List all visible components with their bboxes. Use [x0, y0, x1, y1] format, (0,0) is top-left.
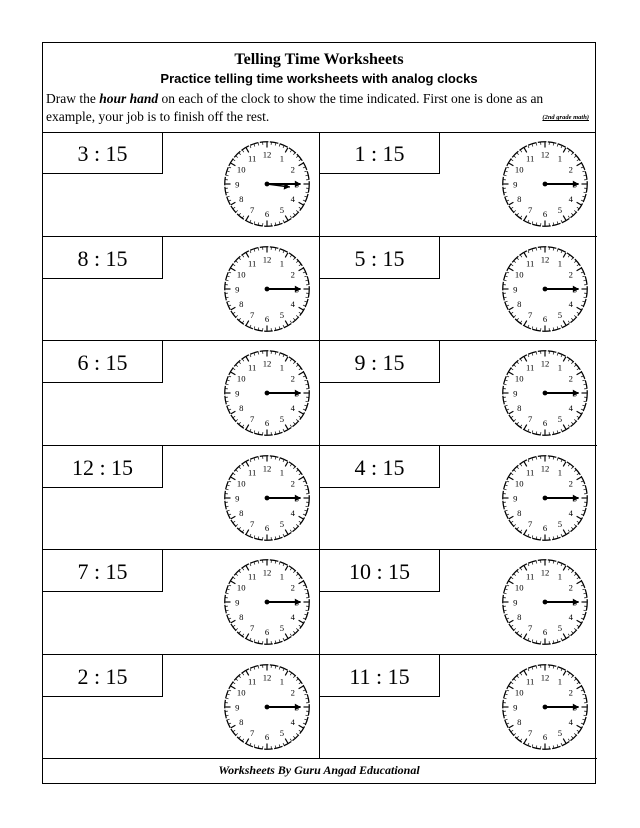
problem-cell — [320, 550, 597, 655]
clock-number: 11 — [525, 467, 535, 478]
time-label: 3 : 15 — [43, 132, 163, 174]
clock-number: 11 — [525, 571, 535, 582]
analog-clock[interactable] — [497, 450, 593, 546]
clock-number: 7 — [249, 414, 255, 425]
clock-number: 6 — [542, 522, 548, 533]
clock-number: 8 — [517, 507, 522, 518]
clock-number: 4 — [568, 716, 573, 727]
clock-number: 6 — [542, 731, 548, 742]
time-label: 4 : 15 — [320, 446, 440, 488]
clock-number: 7 — [527, 309, 533, 320]
clock-number: 5 — [279, 205, 285, 216]
clock-number: 2 — [568, 582, 573, 593]
analog-clock[interactable] — [219, 554, 315, 650]
clock-number: 2 — [568, 268, 573, 279]
clock-number: 4 — [290, 403, 295, 414]
instructions-emphasis: hour hand — [99, 91, 159, 106]
clock-number: 8 — [517, 716, 522, 727]
clock-number: 6 — [264, 209, 270, 220]
grade-tag: (2nd grade math) — [542, 114, 589, 121]
clock-number: 8 — [239, 194, 244, 205]
clock-number: 4 — [290, 298, 295, 309]
clock-number: 8 — [239, 507, 244, 518]
clock-number: 7 — [249, 518, 255, 529]
clock-number: 8 — [517, 298, 522, 309]
clock-number: 12 — [540, 149, 550, 160]
clock-number: 9 — [513, 388, 518, 399]
clock-number: 10 — [236, 686, 246, 697]
problem-cell — [43, 655, 320, 760]
instructions — [46, 90, 591, 126]
clock-number: 6 — [264, 313, 270, 324]
time-label: 10 : 15 — [320, 550, 440, 592]
analog-clock[interactable] — [497, 554, 593, 650]
clock-number: 4 — [290, 612, 295, 623]
clock-number: 9 — [513, 701, 518, 712]
clock-number: 10 — [514, 686, 524, 697]
clock-number: 11 — [525, 153, 535, 164]
clock-number: 4 — [290, 507, 295, 518]
problem-cell — [43, 237, 320, 342]
clock-number: 7 — [249, 727, 255, 738]
analog-clock[interactable] — [219, 450, 315, 546]
time-label: 2 : 15 — [43, 655, 163, 697]
clock-number: 12 — [262, 358, 272, 369]
clock-number: 5 — [557, 309, 563, 320]
problem-cell — [43, 132, 320, 237]
clock-number: 7 — [527, 727, 533, 738]
clock-number: 11 — [525, 258, 535, 269]
clock-number: 11 — [525, 676, 535, 687]
clock-number: 10 — [514, 373, 524, 384]
clock-number: 2 — [290, 164, 295, 175]
clock-number: 11 — [247, 571, 257, 582]
clock-number: 11 — [247, 467, 257, 478]
problem-cell — [43, 550, 320, 655]
clock-number: 9 — [513, 492, 518, 503]
clock-number: 6 — [264, 522, 270, 533]
clock-center — [543, 704, 548, 709]
clock-number: 4 — [568, 194, 573, 205]
clock-number: 4 — [290, 194, 295, 205]
time-label: 9 : 15 — [320, 341, 440, 383]
clock-center — [543, 286, 548, 291]
time-label: 1 : 15 — [320, 132, 440, 174]
clock-number: 12 — [540, 358, 550, 369]
clock-number: 10 — [236, 268, 246, 279]
clock-number: 12 — [262, 672, 272, 683]
clock-number: 6 — [542, 418, 548, 429]
clock-number: 12 — [540, 254, 550, 265]
clock-number: 12 — [262, 567, 272, 578]
clock-number: 4 — [568, 298, 573, 309]
clock-number: 8 — [517, 612, 522, 623]
clock-number: 5 — [557, 727, 563, 738]
worksheet-subtitle: Practice telling time worksheets with analog clocks — [160, 71, 478, 86]
clock-number: 10 — [514, 582, 524, 593]
problem-cell — [43, 341, 320, 446]
clock-number: 1 — [279, 467, 285, 478]
clock-number: 8 — [239, 716, 244, 727]
problem-cell — [320, 341, 597, 446]
clock-number: 2 — [290, 686, 295, 697]
problem-cell — [320, 132, 597, 237]
clock-number: 12 — [540, 672, 550, 683]
clock-number: 5 — [557, 518, 563, 529]
worksheet-header — [43, 43, 595, 133]
clock-number: 2 — [568, 686, 573, 697]
clock-number: 10 — [236, 373, 246, 384]
clock-number: 5 — [557, 205, 563, 216]
problem-cell — [320, 446, 597, 551]
clock-number: 9 — [513, 179, 518, 190]
clock-number: 8 — [239, 403, 244, 414]
clock-number: 4 — [568, 507, 573, 518]
clock-number: 9 — [235, 701, 240, 712]
clock-number: 9 — [513, 283, 518, 294]
clock-number: 10 — [236, 164, 246, 175]
analog-clock[interactable] — [497, 659, 593, 755]
clock-center — [543, 391, 548, 396]
clock-number: 11 — [525, 362, 535, 373]
clock-number: 6 — [264, 731, 270, 742]
clock-number: 7 — [527, 414, 533, 425]
clock-number: 5 — [279, 518, 285, 529]
time-label: 6 : 15 — [43, 341, 163, 383]
clock-number: 1 — [557, 362, 563, 373]
clock-number: 9 — [235, 597, 240, 608]
instructions-text-2: on each of the clock to show the time indicated. First one is done as an example, your job is to finish off the rest. — [46, 91, 544, 124]
clock-number: 6 — [542, 209, 548, 220]
clock-number: 7 — [249, 205, 255, 216]
clock-number: 5 — [557, 414, 563, 425]
worksheet-title: Telling Time Worksheets — [234, 51, 404, 68]
clock-number: 2 — [568, 373, 573, 384]
analog-clock[interactable] — [219, 136, 315, 232]
analog-clock[interactable] — [497, 345, 593, 441]
clock-number: 1 — [279, 571, 285, 582]
problem-cell — [43, 446, 320, 551]
clock-number: 9 — [235, 388, 240, 399]
clock-number: 8 — [239, 298, 244, 309]
clock-number: 9 — [513, 597, 518, 608]
clock-center — [543, 600, 548, 605]
clock-number: 5 — [279, 309, 285, 320]
clock-number: 2 — [290, 477, 295, 488]
clock-number: 12 — [262, 149, 272, 160]
clock-number: 6 — [264, 627, 270, 638]
clock-number: 9 — [235, 179, 240, 190]
clock-number: 6 — [542, 313, 548, 324]
clock-number: 7 — [527, 518, 533, 529]
clock-number: 9 — [235, 283, 240, 294]
clock-number: 11 — [247, 362, 257, 373]
clock-center — [265, 286, 270, 291]
analog-clock[interactable] — [497, 136, 593, 232]
problem-cell — [320, 655, 597, 760]
clock-number: 1 — [279, 676, 285, 687]
clock-number: 11 — [247, 258, 257, 269]
clock-number: 7 — [527, 205, 533, 216]
clock-number: 1 — [279, 362, 285, 373]
clock-number: 12 — [540, 463, 550, 474]
clock-number: 1 — [557, 676, 563, 687]
clock-center — [265, 600, 270, 605]
clock-number: 1 — [557, 153, 563, 164]
analog-clock[interactable] — [219, 345, 315, 441]
clock-center — [543, 182, 548, 187]
clock-number: 12 — [262, 254, 272, 265]
clock-number: 10 — [514, 164, 524, 175]
clock-number: 5 — [279, 623, 285, 634]
clock-number: 5 — [557, 623, 563, 634]
clock-number: 4 — [568, 612, 573, 623]
clock-number: 2 — [568, 164, 573, 175]
instructions-text-1: Draw the — [46, 91, 100, 106]
time-label: 11 : 15 — [320, 655, 440, 697]
problem-grid — [43, 132, 595, 759]
clock-number: 10 — [514, 477, 524, 488]
clock-number: 8 — [239, 612, 244, 623]
clock-number: 1 — [557, 467, 563, 478]
clock-number: 2 — [290, 582, 295, 593]
clock-number: 10 — [514, 268, 524, 279]
worksheet-footer: Worksheets By Guru Angad Educational — [218, 763, 420, 777]
clock-number: 1 — [279, 153, 285, 164]
clock-number: 10 — [236, 477, 246, 488]
worksheet — [42, 42, 596, 784]
clock-number: 7 — [249, 309, 255, 320]
clock-number: 10 — [236, 582, 246, 593]
clock-number: 4 — [290, 716, 295, 727]
clock-number: 4 — [568, 403, 573, 414]
time-label: 5 : 15 — [320, 237, 440, 279]
clock-number: 11 — [247, 153, 257, 164]
time-label: 8 : 15 — [43, 237, 163, 279]
clock-number: 9 — [235, 492, 240, 503]
time-label: 12 : 15 — [43, 446, 163, 488]
analog-clock[interactable] — [219, 659, 315, 755]
problem-cell — [320, 237, 597, 342]
clock-number: 7 — [249, 623, 255, 634]
clock-number: 11 — [247, 676, 257, 687]
analog-clock[interactable] — [219, 241, 315, 337]
clock-number: 2 — [568, 477, 573, 488]
clock-number: 2 — [290, 373, 295, 384]
clock-number: 6 — [542, 627, 548, 638]
analog-clock[interactable] — [497, 241, 593, 337]
clock-center — [543, 495, 548, 500]
time-label: 7 : 15 — [43, 550, 163, 592]
clock-number: 5 — [279, 727, 285, 738]
clock-number: 1 — [279, 258, 285, 269]
clock-number: 5 — [279, 414, 285, 425]
clock-center — [265, 182, 270, 187]
clock-number: 6 — [264, 418, 270, 429]
clock-number: 2 — [290, 268, 295, 279]
clock-number: 12 — [262, 463, 272, 474]
clock-number: 1 — [557, 258, 563, 269]
clock-number: 1 — [557, 571, 563, 582]
clock-center — [265, 704, 270, 709]
clock-number: 8 — [517, 403, 522, 414]
clock-center — [265, 391, 270, 396]
clock-center — [265, 495, 270, 500]
clock-number: 12 — [540, 567, 550, 578]
clock-number: 8 — [517, 194, 522, 205]
clock-number: 7 — [527, 623, 533, 634]
